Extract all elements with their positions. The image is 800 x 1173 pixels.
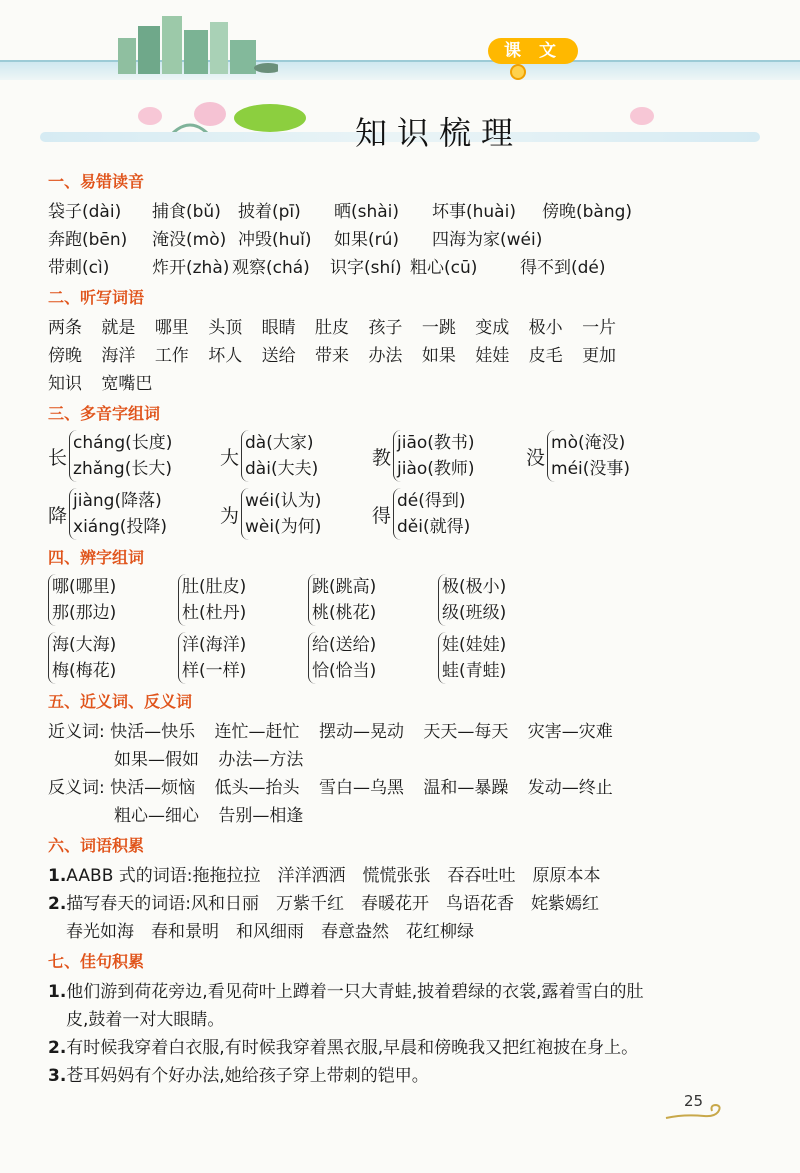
polyphone-char: 得 xyxy=(372,504,392,527)
word: 带来 xyxy=(315,346,350,366)
polyphone-reading: dé(得到) xyxy=(397,491,466,511)
polyphone-item xyxy=(48,488,220,540)
word: 极小 xyxy=(528,318,563,338)
polyphone-item xyxy=(526,430,630,482)
polyphone-reading: dài(大夫) xyxy=(245,459,319,479)
word-pair: 告别—相逢 xyxy=(218,806,304,826)
pinyin-item: 带刺(cì) xyxy=(48,258,110,278)
content xyxy=(48,166,778,1090)
distinguish-item: 娃(娃娃) xyxy=(442,635,507,655)
distinguish-item: 级(班级) xyxy=(442,603,507,623)
item-number: 1. xyxy=(48,982,67,1002)
polyphone-reading: wèi(为何) xyxy=(245,517,322,537)
polyphone-row-1 xyxy=(48,430,778,482)
distinguish-item: 肚(肚皮) xyxy=(182,577,247,597)
polyphone-reading: méi(没事) xyxy=(551,459,631,479)
pinyin-item: 粗心(cū) xyxy=(410,258,478,278)
accumulate-item-1 xyxy=(48,862,778,890)
word: 傍晚 xyxy=(48,346,82,366)
pinyin-item: 奔跑(bēn) xyxy=(48,230,128,250)
distinguish-item: 洋(海洋) xyxy=(182,635,247,655)
word: 肚皮 xyxy=(315,318,350,338)
antonym-line-1 xyxy=(48,774,778,802)
pinyin-item: 四海为家(wéi) xyxy=(432,230,543,250)
distinguish-item: 桃(桃花) xyxy=(312,603,377,623)
pinyin-item: 得不到(dé) xyxy=(520,258,606,278)
pinyin-item: 识字(shí) xyxy=(330,258,402,278)
pinyin-item: 坏事(huài) xyxy=(432,202,516,222)
word-pair: 粗心—细心 xyxy=(114,806,199,826)
word: 宽嘴巴 xyxy=(101,374,153,394)
distinguish-row-2 xyxy=(48,632,778,684)
polyphone-char: 大 xyxy=(220,446,240,469)
sentence-text: 苍耳妈妈有个好办法,她给孩子穿上带刺的铠甲。 xyxy=(66,1066,429,1086)
word: 坏人 xyxy=(208,346,243,366)
distinguish-item: 那(那边) xyxy=(52,603,117,623)
accumulate-text: 春光如海 春和景明 和风细雨 春意盎然 花红柳绿 xyxy=(66,922,474,942)
polyphone-reading: jiào(教师) xyxy=(397,459,475,479)
synonym-line-2 xyxy=(48,746,778,774)
word: 就是 xyxy=(101,318,136,338)
pinyin-item: 如果(rú) xyxy=(334,230,400,250)
pinyin-item: 晒(shài) xyxy=(334,202,400,222)
polyphone-char: 教 xyxy=(372,446,392,469)
sentence-1 xyxy=(48,978,778,1006)
item-number: 2. xyxy=(48,1038,67,1058)
section-heading-7: 七、佳句积累 xyxy=(48,952,145,971)
word: 知识 xyxy=(48,374,82,394)
word-pair: 如果—假如 xyxy=(114,750,199,770)
distinguish-item: 跳(跳高) xyxy=(312,577,377,597)
word: 办法 xyxy=(368,346,403,366)
section-heading-2: 二、听写词语 xyxy=(48,288,145,307)
page-title: 知识梳理 xyxy=(355,114,524,152)
polyphone-reading: wéi(认为) xyxy=(245,491,322,511)
word: 娃娃 xyxy=(475,346,510,366)
polyphone-char: 长 xyxy=(48,446,68,469)
word-pair: 天天—每天 xyxy=(423,722,509,742)
distinguish-row-1 xyxy=(48,574,778,626)
sentence-2 xyxy=(48,1034,778,1062)
polyphone-item xyxy=(220,430,372,482)
pinyin-item: 袋子(dài) xyxy=(48,202,122,222)
sentence-1-cont xyxy=(48,1006,778,1034)
sentence-3 xyxy=(48,1062,778,1090)
pinyin-row-2 xyxy=(48,226,778,254)
item-number: 1. xyxy=(48,866,67,886)
polyphone-reading: děi(就得) xyxy=(397,517,471,537)
swirl-ornament-icon xyxy=(664,1100,732,1122)
pinyin-row-1 xyxy=(48,198,778,226)
dictation-row-3 xyxy=(48,370,778,398)
word: 哪里 xyxy=(154,318,189,338)
word: 两条 xyxy=(48,318,82,338)
polyphone-item xyxy=(372,430,526,482)
pinyin-item: 淹没(mò) xyxy=(152,230,227,250)
pinyin-item: 冲毁(huǐ) xyxy=(238,230,312,250)
word-pair: 雪白—乌黑 xyxy=(318,778,404,798)
section-heading-6: 六、词语积累 xyxy=(48,836,145,855)
word: 一片 xyxy=(582,318,617,338)
sentence-text: 有时候我穿着白衣服,有时候我穿着黑衣服,早晨和傍晚我又把红袍披在身上。 xyxy=(66,1038,639,1058)
polyphone-reading: jiàng(降落) xyxy=(73,491,162,511)
antonym-label: 反义词: xyxy=(48,778,105,798)
dictation-row-1 xyxy=(48,314,778,342)
polyphone-row-2 xyxy=(48,488,778,540)
pinyin-row-3 xyxy=(48,254,778,282)
word-pair: 快活—快乐 xyxy=(110,722,196,742)
word: 工作 xyxy=(154,346,189,366)
sentence-text: 他们游到荷花旁边,看见荷叶上蹲着一只大青蛙,披着碧绿的衣裳,露着雪白的肚 xyxy=(66,982,644,1002)
polyphone-item xyxy=(372,488,470,540)
antonym-line-2 xyxy=(48,802,778,830)
section-heading-4: 四、辨字组词 xyxy=(48,548,145,567)
word-pair: 低头—抬头 xyxy=(214,778,300,798)
sentence-text: 皮,鼓着一对大眼睛。 xyxy=(66,1010,225,1030)
item-number: 3. xyxy=(48,1066,67,1086)
polyphone-item xyxy=(48,430,220,482)
word-pair: 灾害—灾难 xyxy=(527,722,613,742)
pinyin-item: 傍晚(bàng) xyxy=(542,202,633,222)
pinyin-item: 观察(chá) xyxy=(232,258,310,278)
word-pair: 办法—方法 xyxy=(218,750,304,770)
polyphone-reading: cháng(长度) xyxy=(73,433,173,453)
word: 皮毛 xyxy=(528,346,563,366)
section-heading-3: 三、多音字组词 xyxy=(48,404,161,423)
distinguish-item: 梅(梅花) xyxy=(52,661,117,681)
word: 如果 xyxy=(421,346,456,366)
distinguish-item: 海(大海) xyxy=(52,635,117,655)
distinguish-item: 样(一样) xyxy=(182,661,247,681)
word-pair: 连忙—赶忙 xyxy=(214,722,300,742)
polyphone-char: 没 xyxy=(526,446,546,469)
word: 送给 xyxy=(261,346,296,366)
distinguish-item: 杜(杜丹) xyxy=(182,603,247,623)
word-pair: 发动—终止 xyxy=(527,778,613,798)
word: 海洋 xyxy=(101,346,136,366)
distinguish-item: 恰(恰当) xyxy=(312,661,377,681)
accumulate-text: AABB 式的词语:拖拖拉拉 洋洋洒洒 慌慌张张 吞吞吐吐 原原本本 xyxy=(66,866,601,886)
polyphone-reading: jiāo(教书) xyxy=(397,433,475,453)
accumulate-item-2 xyxy=(48,890,778,918)
city-skyline-illustration xyxy=(108,8,278,74)
word: 头顶 xyxy=(208,318,243,338)
page-number: 25 xyxy=(684,1092,704,1110)
distinguish-item: 哪(哪里) xyxy=(52,577,117,597)
word: 更加 xyxy=(582,346,617,366)
pinyin-item: 捕食(bǔ) xyxy=(152,202,221,222)
lesson-tag: 课 文 xyxy=(488,38,578,64)
section-heading-5: 五、近义词、反义词 xyxy=(48,692,193,711)
word: 孩子 xyxy=(368,318,403,338)
distinguish-item: 给(送给) xyxy=(312,635,377,655)
item-number: 2. xyxy=(48,894,67,914)
polyphone-char: 为 xyxy=(220,504,240,527)
word: 眼睛 xyxy=(261,318,296,338)
pinyin-item: 炸开(zhà) xyxy=(152,258,230,278)
polyphone-reading: dà(大家) xyxy=(245,433,314,453)
word: 一跳 xyxy=(421,318,456,338)
polyphone-char: 降 xyxy=(48,504,68,527)
polyphone-reading: xiáng(投降) xyxy=(73,517,168,537)
section-heading-1: 一、易错读音 xyxy=(48,172,145,191)
synonym-label: 近义词: xyxy=(48,722,105,742)
accumulate-text: 描写春天的词语:风和日丽 万紫千红 春暖花开 鸟语花香 姹紫嫣红 xyxy=(66,894,600,914)
word-pair: 温和—暴躁 xyxy=(423,778,509,798)
polyphone-reading: mò(淹没) xyxy=(551,433,626,453)
synonym-line-1 xyxy=(48,718,778,746)
word: 变成 xyxy=(475,318,510,338)
pinyin-item: 披着(pī) xyxy=(238,202,301,222)
polyphone-reading: zhǎng(长大) xyxy=(73,459,172,479)
word-pair: 快活—烦恼 xyxy=(110,778,196,798)
dictation-row-2 xyxy=(48,342,778,370)
distinguish-item: 蛙(青蛙) xyxy=(442,661,507,681)
accumulate-item-2-cont xyxy=(48,918,778,946)
polyphone-item xyxy=(220,488,372,540)
word-pair: 摆动—晃动 xyxy=(318,722,404,742)
distinguish-item: 极(极小) xyxy=(442,577,507,597)
